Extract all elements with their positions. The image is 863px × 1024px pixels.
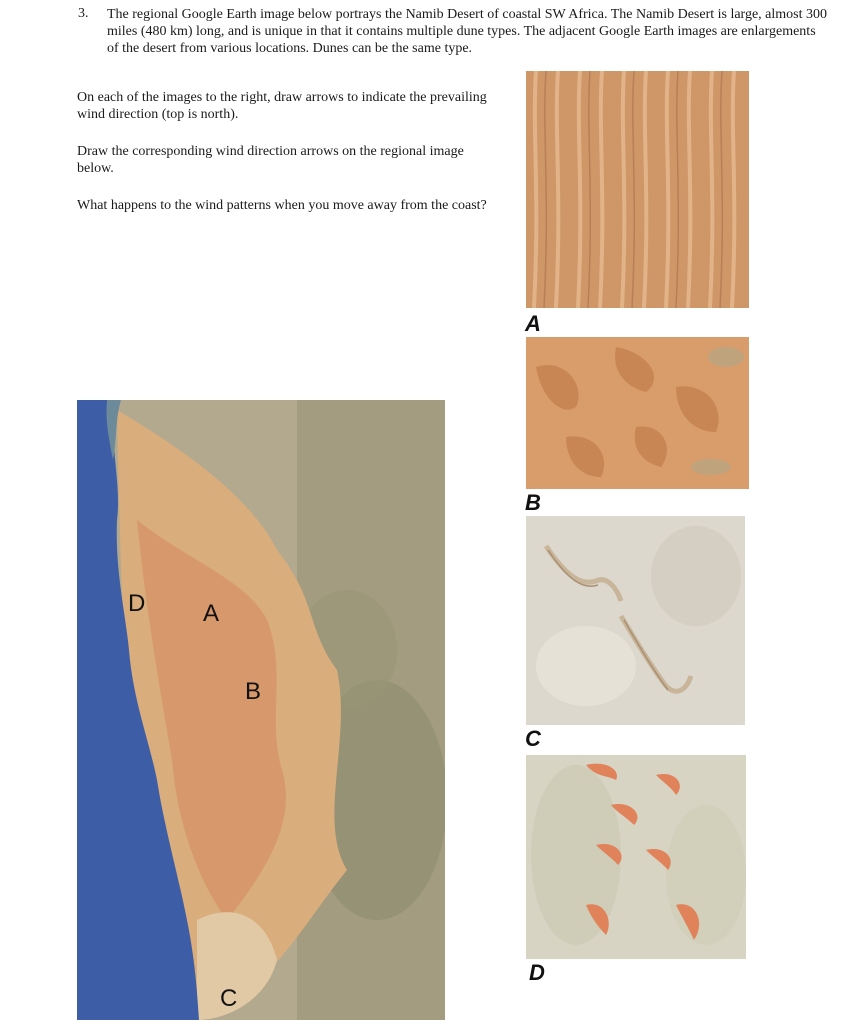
- regional-satellite-image: [77, 400, 445, 1020]
- map-label-b: B: [245, 678, 262, 705]
- map-label-a: A: [203, 600, 220, 627]
- prompt-draw-arrows: On each of the images to the right, draw arrows to indicate the prevailing wind direction (top is north).: [77, 90, 487, 122]
- map-label-d: D: [128, 590, 146, 617]
- tile-label-b: B: [525, 490, 541, 515]
- question-number: 3.: [78, 6, 89, 21]
- tile-label-a: A: [525, 311, 541, 336]
- prompt-regional-arrows: Draw the corresponding wind direction arrows on the regional image below.: [77, 144, 464, 176]
- tile-label-c: C: [525, 726, 541, 751]
- prompt-wind-question: What happens to the wind patterns when you move away from the coast?: [77, 198, 487, 213]
- tile-c-barchan-dunes-image: [526, 516, 745, 725]
- question-intro: The regional Google Earth image below portrays the Namib Desert of coastal SW Africa. The Namib Desert is large, almost 300 miles (480 km) long, and is unique in that it contains multiple dune types. The adjacent Google Earth images are enlargements of the desert from various locations. Dunes can be the same type.: [107, 7, 828, 56]
- tile-b-star-dunes-image: [526, 337, 749, 489]
- tile-label-d: D: [529, 960, 545, 985]
- map-label-c: C: [220, 985, 238, 1012]
- tile-a-linear-dunes-image: [526, 71, 749, 308]
- tile-d-barchan-chain-image: [526, 755, 746, 959]
